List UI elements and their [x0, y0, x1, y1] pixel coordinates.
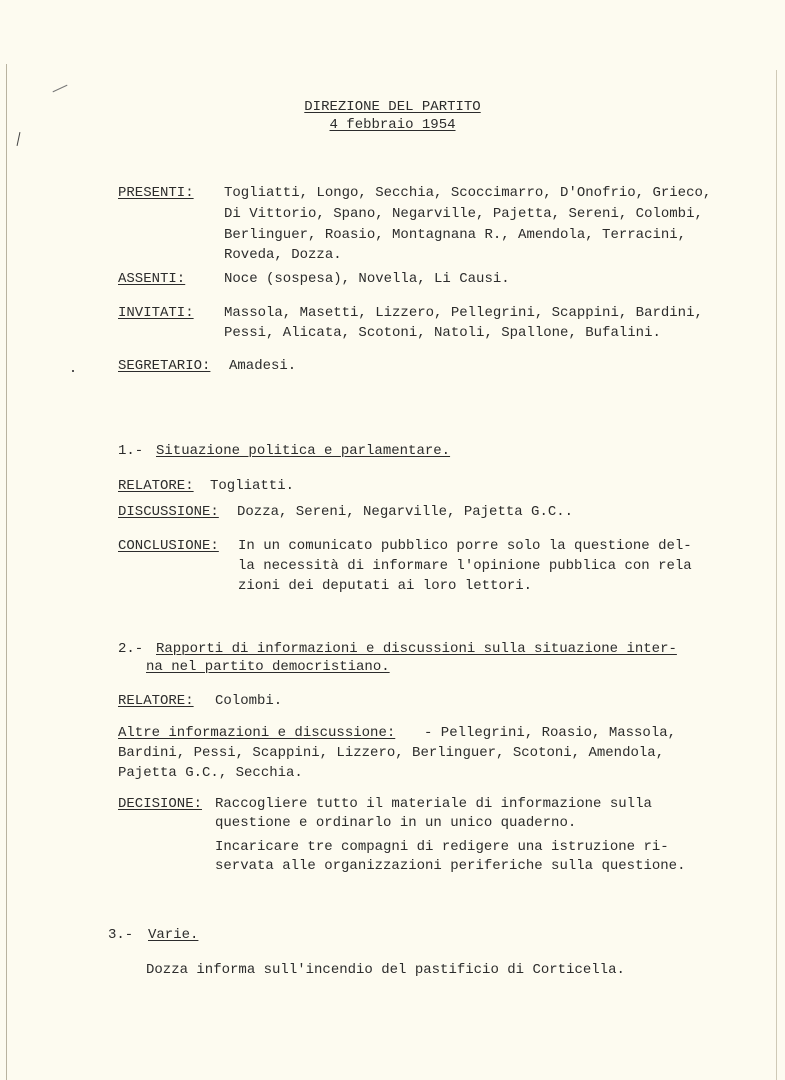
item1-conclusione-line-2: la necessità di informare l'opinione pubblica con rela	[238, 558, 692, 574]
invitati-line-2: Pessi, Alicata, Scotoni, Natoli, Spallone, Bufalini.	[224, 325, 661, 341]
item2-relatore-label: RELATORE:	[118, 693, 194, 709]
item1-discussione-text: Dozza, Sereni, Negarville, Pajetta G.C..	[237, 504, 574, 520]
paper-left-edge	[6, 64, 7, 1080]
presenti-line-1: Togliatti, Longo, Secchia, Scoccimarro, D'Onofrio, Grieco,	[224, 185, 712, 201]
item2-title-line-1: Rapporti di informazioni e discussioni sulla situazione inter-	[156, 641, 677, 657]
margin-slash-mark	[17, 132, 21, 146]
item1-relatore-label: RELATORE:	[118, 478, 194, 494]
item2-altre-first: - Pellegrini, Roasio, Massola,	[424, 725, 677, 741]
presenti-line-3: Berlinguer, Roasio, Montagnana R., Amendola, Terracini,	[224, 227, 687, 243]
item1-number: 1.-	[118, 443, 144, 459]
item1-conclusione-line-1: In un comunicato pubblico porre solo la questione del-	[238, 538, 692, 554]
paper-right-edge	[776, 70, 777, 1080]
assenti-text: Noce (sospesa), Novella, Li Causi.	[224, 271, 510, 287]
item2-title-line-2: na nel partito democristiano.	[146, 659, 390, 675]
margin-dot	[72, 370, 74, 372]
item1-conclusione-line-3: zioni dei deputati ai loro lettori.	[238, 578, 533, 594]
item2-relatore-text: Colombi.	[215, 693, 283, 709]
presenti-line-2: Di Vittorio, Spano, Negarville, Pajetta, Sereni, Colombi,	[224, 206, 703, 222]
item2-incarico-line-1: Incaricare tre compagni di redigere una istruzione ri-	[215, 839, 669, 855]
invitati-line-1: Massola, Masetti, Lizzero, Pellegrini, Scappini, Bardini,	[224, 305, 703, 321]
item1-conclusione-label: CONCLUSIONE:	[118, 538, 219, 554]
item3-number: 3.-	[108, 927, 134, 943]
margin-tick-mark	[53, 85, 68, 93]
document-title: DIREZIONE DEL PARTITO	[304, 99, 481, 115]
item3-text: Dozza informa sull'incendio del pastificio di Corticella.	[146, 962, 625, 978]
segretario-label: SEGRETARIO:	[118, 358, 211, 374]
item1-relatore-text: Togliatti.	[210, 478, 295, 494]
item2-altre-line-1: Bardini, Pessi, Scappini, Lizzero, Berlinguer, Scotoni, Amendola,	[118, 745, 665, 761]
invitati-label: INVITATI:	[118, 305, 194, 321]
assenti-label: ASSENTI:	[118, 271, 186, 287]
item1-title: Situazione politica e parlamentare.	[156, 443, 451, 459]
item2-decisione-label: DECISIONE:	[118, 796, 203, 812]
item2-number: 2.-	[118, 641, 144, 657]
item3-title: Varie.	[148, 927, 199, 943]
item2-incarico-line-2: servata alle organizzazioni periferiche sulla questione.	[215, 858, 686, 874]
presenti-line-4: Roveda, Dozza.	[224, 247, 342, 263]
presenti-label: PRESENTI:	[118, 185, 194, 201]
item2-decisione-line-1: Raccogliere tutto il materiale di informazione sulla	[215, 796, 652, 812]
document-date: 4 febbraio 1954	[329, 117, 456, 133]
segretario-text: Amadesi.	[229, 358, 297, 374]
item2-altre-line-2: Pajetta G.C., Secchia.	[118, 765, 303, 781]
item2-altre-label: Altre informazioni e discussione:	[118, 725, 396, 741]
item2-decisione-line-2: questione e ordinarlo in un unico quaderno.	[215, 815, 577, 831]
item1-discussione-label: DISCUSSIONE:	[118, 504, 219, 520]
